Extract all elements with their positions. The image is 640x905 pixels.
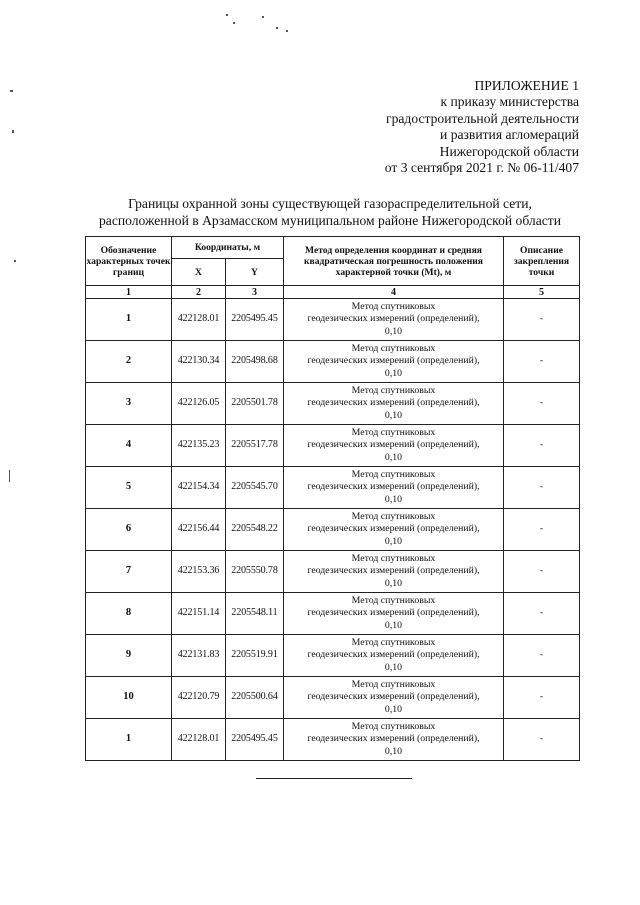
- coordinate-x: 422154.34: [172, 467, 226, 509]
- accuracy-value: 0,10: [384, 325, 403, 337]
- header-y: Y: [226, 259, 284, 286]
- header-fixing: Описание закрепления точки: [504, 237, 580, 286]
- column-number: 4: [284, 286, 504, 299]
- fixing-description: -: [504, 551, 580, 593]
- method-text: геодезических измерений (определений),: [307, 565, 480, 577]
- coordinate-y: 2205495.45: [226, 299, 284, 341]
- accuracy-value: 0,10: [384, 493, 403, 505]
- appendix-line: градостроительной деятельности: [386, 110, 579, 126]
- method-text: геодезических измерений (определений),: [307, 355, 480, 367]
- coordinate-y: 2205498.68: [226, 341, 284, 383]
- scan-mark: [286, 30, 288, 32]
- method-cell: [284, 677, 504, 719]
- header-coordinates: Координаты, м: [172, 237, 284, 259]
- coordinate-x: 422151.14: [172, 593, 226, 635]
- column-number: 2: [172, 286, 226, 299]
- point-number: 1: [86, 719, 172, 761]
- point-number: 7: [86, 551, 172, 593]
- table-row: [86, 593, 580, 635]
- scan-mark: [9, 470, 10, 482]
- coordinate-x: 422135.23: [172, 425, 226, 467]
- method-text: геодезических измерений (определений),: [307, 649, 480, 661]
- scan-mark: [14, 260, 16, 262]
- method-text: Метод спутниковых: [351, 678, 436, 690]
- method-text: Метод спутниковых: [351, 636, 436, 648]
- accuracy-value: 0,10: [384, 577, 403, 589]
- method-cell: [284, 719, 504, 761]
- column-number: 3: [226, 286, 284, 299]
- point-number: 6: [86, 509, 172, 551]
- column-number: 1: [86, 286, 172, 299]
- column-number: 5: [504, 286, 580, 299]
- coordinate-x: 422128.01: [172, 719, 226, 761]
- table-row: [86, 383, 580, 425]
- scan-mark: [262, 16, 264, 18]
- coordinate-y: 2205500.64: [226, 677, 284, 719]
- method-text: геодезических измерений (определений),: [307, 313, 480, 325]
- method-text: Метод спутниковых: [351, 468, 436, 480]
- scan-mark: [226, 14, 228, 16]
- coordinate-y: 2205517.78: [226, 425, 284, 467]
- method-text: геодезических измерений (определений),: [307, 439, 480, 451]
- method-cell: [284, 383, 504, 425]
- method-text: геодезических измерений (определений),: [307, 523, 480, 535]
- fixing-description: -: [504, 425, 580, 467]
- table-row: [86, 509, 580, 551]
- coordinate-y: 2205550.78: [226, 551, 284, 593]
- point-number: 9: [86, 635, 172, 677]
- method-text: Метод спутниковых: [351, 342, 436, 354]
- end-rule: [256, 778, 412, 779]
- method-text: геодезических измерений (определений),: [307, 691, 480, 703]
- method-cell: [284, 635, 504, 677]
- coordinate-y: 2205545.70: [226, 467, 284, 509]
- fixing-description: -: [504, 341, 580, 383]
- coordinate-y: 2205501.78: [226, 383, 284, 425]
- table-row: [86, 425, 580, 467]
- coordinate-x: 422120.79: [172, 677, 226, 719]
- method-cell: [284, 425, 504, 467]
- fixing-description: -: [504, 383, 580, 425]
- scan-mark: [276, 27, 278, 29]
- method-cell: [284, 551, 504, 593]
- method-cell: [284, 509, 504, 551]
- method-text: геодезических измерений (определений),: [307, 607, 480, 619]
- title-line: расположенной в Арзамасском муниципальном районе Нижегородской области: [98, 212, 561, 228]
- table-row: [86, 677, 580, 719]
- method-text: Метод спутниковых: [351, 594, 436, 606]
- coordinate-x: 422156.44: [172, 509, 226, 551]
- method-text: Метод спутниковых: [351, 552, 436, 564]
- fixing-description: -: [504, 299, 580, 341]
- appendix-line: Нижегородской области: [439, 143, 579, 159]
- method-text: Метод спутниковых: [351, 300, 436, 312]
- coordinate-x: 422130.34: [172, 341, 226, 383]
- accuracy-value: 0,10: [384, 703, 403, 715]
- appendix-line: к приказу министерства: [440, 94, 579, 110]
- fixing-description: -: [504, 635, 580, 677]
- scan-mark: [233, 22, 235, 24]
- fixing-description: -: [504, 509, 580, 551]
- accuracy-value: 0,10: [384, 535, 403, 547]
- coordinate-x: 422131.83: [172, 635, 226, 677]
- table-row: [86, 635, 580, 677]
- coordinate-y: 2205548.22: [226, 509, 284, 551]
- fixing-description: -: [504, 677, 580, 719]
- accuracy-value: 0,10: [384, 745, 403, 757]
- accuracy-value: 0,10: [384, 367, 403, 379]
- table-row: [86, 551, 580, 593]
- method-text: Метод спутниковых: [351, 510, 436, 522]
- document-title: [82, 196, 578, 229]
- point-number: 3: [86, 383, 172, 425]
- accuracy-value: 0,10: [384, 409, 403, 421]
- coordinate-y: 2205519.91: [226, 635, 284, 677]
- accuracy-value: 0,10: [384, 661, 403, 673]
- coordinate-y: 2205495.45: [226, 719, 284, 761]
- method-cell: [284, 467, 504, 509]
- point-number: 1: [86, 299, 172, 341]
- header-point: Обозначение характерных точек границ: [86, 237, 172, 286]
- appendix-header: [385, 78, 579, 176]
- appendix-title: ПРИЛОЖЕНИЕ 1: [474, 78, 579, 93]
- point-number: 4: [86, 425, 172, 467]
- coordinate-y: 2205548.11: [226, 593, 284, 635]
- method-cell: [284, 593, 504, 635]
- header-x: X: [172, 259, 226, 286]
- coordinate-x: 422128.01: [172, 299, 226, 341]
- boundary-points-table: [85, 236, 580, 761]
- point-number: 2: [86, 341, 172, 383]
- coordinate-x: 422126.05: [172, 383, 226, 425]
- method-text: геодезических измерений (определений),: [307, 481, 480, 493]
- method-text: Метод спутниковых: [351, 426, 436, 438]
- scan-mark: [12, 130, 14, 133]
- point-number: 10: [86, 677, 172, 719]
- point-number: 5: [86, 467, 172, 509]
- fixing-description: -: [504, 719, 580, 761]
- method-text: Метод спутниковых: [351, 720, 436, 732]
- method-cell: [284, 299, 504, 341]
- table-row: [86, 467, 580, 509]
- coordinate-x: 422153.36: [172, 551, 226, 593]
- method-cell: [284, 341, 504, 383]
- method-text: геодезических измерений (определений),: [307, 397, 480, 409]
- table-row: [86, 719, 580, 761]
- accuracy-value: 0,10: [384, 619, 403, 631]
- header-method: Метод определения координат и средняя квадратическая погрешность положения характерной точки (Mt), м: [284, 237, 504, 286]
- table-row: [86, 299, 580, 341]
- fixing-description: -: [504, 467, 580, 509]
- fixing-description: -: [504, 593, 580, 635]
- point-number: 8: [86, 593, 172, 635]
- table-row: [86, 341, 580, 383]
- method-text: Метод спутниковых: [351, 384, 436, 396]
- scan-mark: [10, 90, 13, 92]
- appendix-line: и развития агломераций: [440, 127, 579, 143]
- method-text: геодезических измерений (определений),: [307, 733, 480, 745]
- accuracy-value: 0,10: [384, 451, 403, 463]
- title-line: Границы охранной зоны существующей газораспределительной сети,: [128, 196, 532, 211]
- appendix-date-number: от 3 сентября 2021 г. № 06-11/407: [384, 160, 579, 176]
